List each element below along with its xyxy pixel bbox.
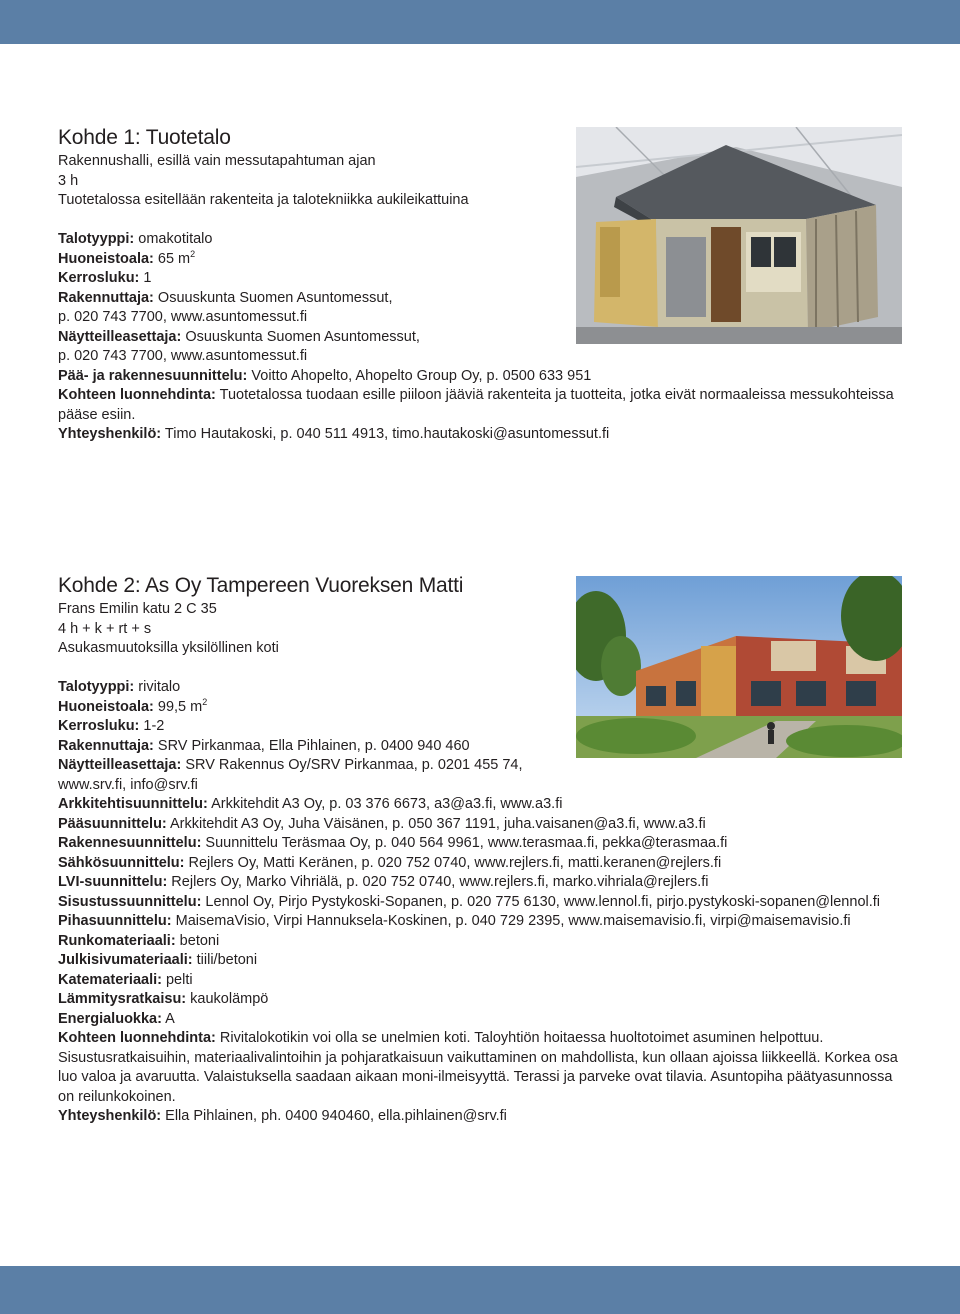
kohde2-sisustus <box>58 893 908 913</box>
kohde1-paa-suunnittelu <box>58 367 908 387</box>
label: Kerrosluku: <box>58 718 140 734</box>
footer-band <box>0 1266 960 1314</box>
label: Lämmitysratkaisu: <box>58 991 187 1007</box>
label: Näytteilleasettaja: <box>58 757 182 773</box>
label: Kohteen luonnehdinta: <box>58 387 216 403</box>
superscript: 2 <box>190 248 196 259</box>
kohde2-piha <box>58 912 908 932</box>
value: tiili/betoni <box>192 952 258 968</box>
label: Rakennuttaja: <box>58 289 154 306</box>
kohde2-luonnehdinta <box>58 1029 908 1107</box>
value: Rejlers Oy, Matti Keränen, p. 020 752 0740, www.rejlers.fi, matti.keranen@rejlers.fi <box>184 854 722 871</box>
label: Runkomateriaali: <box>58 932 176 949</box>
value: Rivitalokotikin voi olla se unelmien koti. Taloyhtiön hoitaessa huoltotoimet asuminen helpottuu. Sisustusratkaisuihin, materiaalivalintoihin ja pohjaratkaisuun vaikuttaminen on mahdollista, kun ollaan ajoissa liikkeellä. Korkea osa luo valoa ja avaruutta. Valaistuksella saadaan aikaan moni-ilmeisyyttä. Terassi ja parveke ovat tilavia. Asuntopiha päätyasunnossa on reilunkokoinen. <box>58 1030 898 1105</box>
value: pelti <box>161 971 193 988</box>
kohde2-photo <box>576 576 902 758</box>
value: Suunnittelu Teräsmaa Oy, p. 040 564 9961, www.terasmaa.fi, pekka@terasmaa.fi <box>201 835 728 851</box>
value: Arkkitehdit A3 Oy, p. 03 376 6673, a3@a3.fi, www.a3.fi <box>207 796 563 812</box>
kohde2-runko <box>58 932 908 952</box>
kohde2-subtitle-2: 4 h + k + rt + s <box>58 620 152 637</box>
kohde1-subtitle-2: 3 h <box>58 172 79 189</box>
kohde1-yhteyshenkilo <box>58 425 908 445</box>
label: Talotyyppi: <box>58 679 135 695</box>
kohde2-yhteyshenkilo <box>58 1107 908 1127</box>
value: 1 <box>139 270 152 286</box>
kohde2-energia <box>58 1010 908 1030</box>
label: Arkkitehtisuunnittelu: <box>58 796 208 812</box>
rowhouse-photo-icon <box>576 576 902 758</box>
value: Tuotetalossa tuodaan esille piiloon jääviä rakenteita ja tuotteita, jotka eivät normaaleissa messukohteissa pääse esiin. <box>58 387 894 423</box>
label: Huoneistoala: <box>58 250 154 267</box>
kohde1-luonnehdinta <box>58 386 908 425</box>
kohde2-kate <box>58 971 908 991</box>
kohde2-arkkitehti <box>58 795 908 815</box>
kohde1-photo <box>576 127 902 344</box>
label: Talotyyppi: <box>58 231 135 247</box>
label: Sisustussuunnittelu: <box>58 893 202 910</box>
house-photo-icon <box>576 127 902 344</box>
label: Julkisivumateriaali: <box>58 952 193 968</box>
kohde1-subtitle-3: Tuotetalossa esitellään rakenteita ja talotekniikka aukileikattuina <box>58 192 469 208</box>
value: 65 m <box>153 250 191 267</box>
kohde2-sahkosuunnittelu <box>58 854 908 874</box>
value: Ella Pihlainen, ph. 0400 940460, ella.pihlainen@srv.fi <box>161 1108 507 1124</box>
kohde1-rakennuttaja-contact: p. 020 743 7700, www.asuntomessut.fi <box>58 309 308 325</box>
kohde2-subtitle-1: Frans Emilin katu 2 C 35 <box>58 601 217 617</box>
label: LVI-suunnittelu: <box>58 874 168 890</box>
kohde2-subtitle-3: Asukasmuutoksilla yksilöllinen koti <box>58 640 279 656</box>
label: Yhteyshenkilö: <box>58 426 162 442</box>
kohde1-subtitle-1: Rakennushalli, esillä vain messutapahtuman ajan <box>58 153 376 169</box>
label: Rakennesuunnittelu: <box>58 835 202 851</box>
value: SRV Rakennus Oy/SRV Pirkanmaa, p. 0201 455 74, <box>181 757 523 773</box>
value: A <box>161 1010 175 1027</box>
kohde1-nayttelleasettaja-contact: p. 020 743 7700, www.asuntomessut.fi <box>58 348 308 364</box>
value: 1-2 <box>139 718 165 734</box>
value: Osuuskunta Suomen Asuntomessut, <box>153 289 393 306</box>
label: Kerrosluku: <box>58 270 140 286</box>
value: SRV Pirkanmaa, Ella Pihlainen, p. 0400 940 460 <box>153 737 470 754</box>
label: Näytteilleasettaja: <box>58 328 182 345</box>
label: Pääsuunnittelu: <box>58 815 167 832</box>
value: Lennol Oy, Pirjo Pystykoski-Sopanen, p. 020 775 6130, www.lennol.fi, pirjo.pystykoski-sopanen@lennol.fi <box>201 893 881 910</box>
value: Rejlers Oy, Marko Vihriälä, p. 020 752 0740, www.rejlers.fi, marko.vihriala@rejlers.fi <box>167 874 709 890</box>
label: Sähkösuunnittelu: <box>58 854 185 871</box>
label: Katemateriaali: <box>58 971 162 988</box>
kohde2-lammitys <box>58 990 908 1010</box>
kohde2-lvi <box>58 873 908 893</box>
kohde2-nayttelleasettaja-contact: www.srv.fi, info@srv.fi <box>58 776 198 793</box>
label: Yhteyshenkilö: <box>58 1108 162 1124</box>
kohde2-rakennesuunnittelu <box>58 834 908 854</box>
kohde1-title: Kohde 1: Tuotetalo <box>58 126 231 149</box>
value: rivitalo <box>134 679 181 695</box>
value: kaukolämpö <box>186 991 269 1007</box>
value: Arkkitehdit A3 Oy, Juha Väisänen, p. 050 367 1191, juha.vaisanen@a3.fi, www.a3.fi <box>166 815 706 832</box>
label: Rakennuttaja: <box>58 737 154 754</box>
value: Timo Hautakoski, p. 040 511 4913, timo.hautakoski@asuntomessut.fi <box>161 426 610 442</box>
value: omakotitalo <box>134 231 213 247</box>
label: Kohteen luonnehdinta: <box>58 1030 216 1046</box>
header-band <box>0 0 960 44</box>
label: Huoneistoala: <box>58 698 154 715</box>
kohde2-julkisivu <box>58 951 908 971</box>
label: Energialuokka: <box>58 1010 162 1027</box>
value: Voitto Ahopelto, Ahopelto Group Oy, p. 0500 633 951 <box>247 367 592 384</box>
value: betoni <box>175 932 220 949</box>
kohde2-nayttelleasettaja <box>58 756 908 776</box>
kohde2-title: Kohde 2: As Oy Tampereen Vuoreksen Matti <box>58 574 464 597</box>
kohde2-paasuunnittelu <box>58 815 908 835</box>
value: Osuuskunta Suomen Asuntomessut, <box>181 328 420 345</box>
label: Pää- ja rakennesuunnittelu: <box>58 367 248 384</box>
value: MaisemaVisio, Virpi Hannuksela-Koskinen, p. 040 729 2395, www.maisemavisio.fi, virpi@maisemavisio.fi <box>171 913 851 929</box>
label: Pihasuunnittelu: <box>58 913 172 929</box>
superscript: 2 <box>202 696 208 707</box>
value: 99,5 m <box>153 698 203 715</box>
